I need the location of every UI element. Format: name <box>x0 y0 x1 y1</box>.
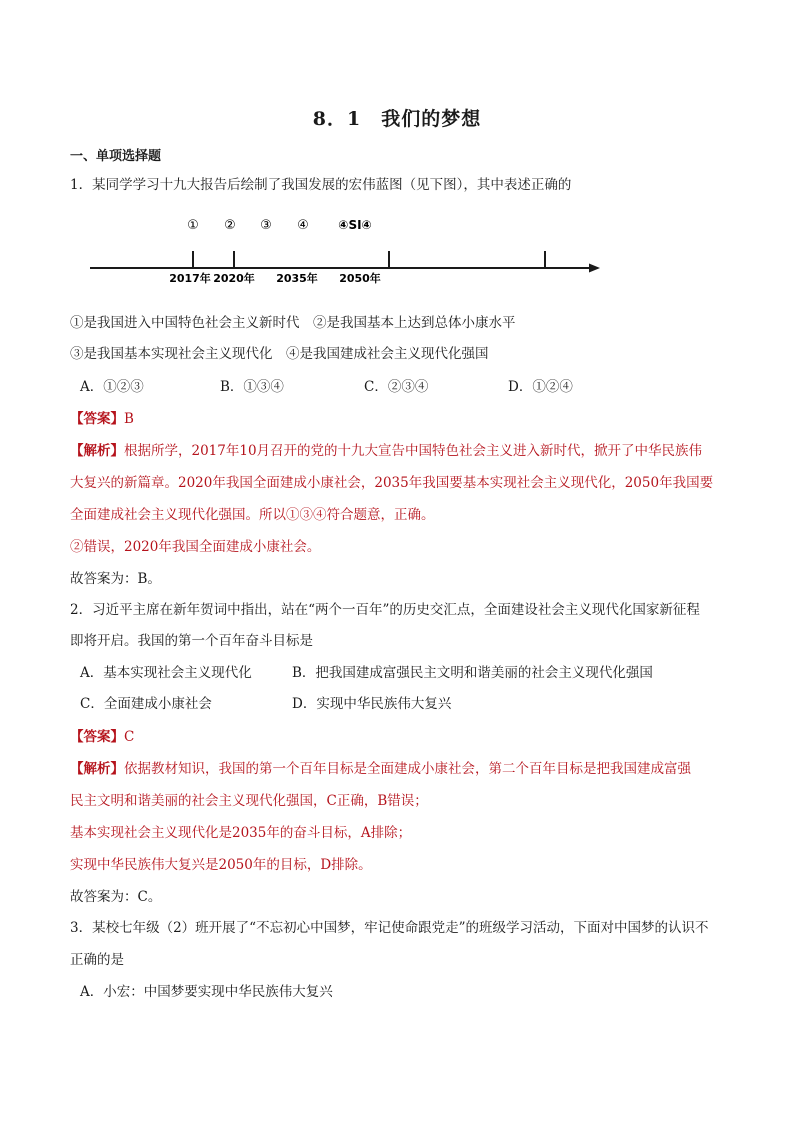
q1-option-a[interactable]: A．①②③ <box>80 379 144 395</box>
q1-statement-2: ③是我国基本实现社会主义现代化 ④是我国建成社会主义现代化强国 <box>70 346 489 362</box>
q1-conclusion: 故答案为：B。 <box>70 571 161 587</box>
q3-stem-line-1: 3．某校七年级（2）班开展了“不忘初心中国梦，牢记使命跟党走”的班级学习活动，下面对中国梦的认识不 <box>70 920 709 936</box>
q2-analysis-line-3: 基本实现社会主义现代化是2035年的奋斗目标，A排除； <box>70 825 412 841</box>
analysis-text: 根据所学，2017年10月召开的党的十九大宣告中国特色社会主义进入新时代，掀开了中华民族伟 <box>124 443 703 459</box>
answer-value: B <box>124 411 134 427</box>
answer-label: 【答案】 <box>70 729 124 745</box>
analysis-label: 【解析】 <box>70 761 124 777</box>
q2-option-b[interactable]: B．把我国建成富强民主文明和谐美丽的社会主义现代化强国 <box>292 665 653 681</box>
q1-analysis-line-3: 全面建成社会主义现代化强国。所以①③④符合题意，正确。 <box>70 507 435 523</box>
q2-stem-line-1: 2．习近平主席在新年贺词中指出，站在“两个一百年”的历史交汇点，全面建设社会主义现代化国家新征程 <box>70 602 700 618</box>
q2-stem-line-2: 即将开启。我国的第一个百年奋斗目标是 <box>70 633 313 649</box>
timeline-marker-4: ④ <box>297 218 309 233</box>
q2-analysis-line-2: 民主文明和谐美丽的社会主义现代化强国，C正确，B错误； <box>70 793 428 809</box>
analysis-label: 【解析】 <box>70 443 124 459</box>
analysis-text: 依据教材知识，我国的第一个百年目标是全面建成小康社会，第二个百年目标是把我国建成富强 <box>124 761 691 777</box>
timeline-diagram <box>85 208 615 288</box>
timeline-year-2050: 2050年 <box>339 272 381 285</box>
timeline-marker-5: ④SI④ <box>338 218 372 232</box>
q1-answer <box>70 409 134 429</box>
timeline-arrow-icon <box>589 264 600 273</box>
q2-option-d[interactable]: D．实现中华民族伟大复兴 <box>292 696 452 712</box>
timeline-year-2020: 2020年 <box>213 272 255 285</box>
q1-analysis-line-4: ②错误，2020年我国全面建成小康社会。 <box>70 539 321 555</box>
q1-analysis-line-1 <box>70 441 702 461</box>
q3-stem-line-2: 正确的是 <box>70 952 124 968</box>
q2-option-c[interactable]: C．全面建成小康社会 <box>80 696 212 712</box>
q1-analysis-line-2: 大复兴的新篇章。2020年我国全面建成小康社会，2035年我国要基本实现社会主义现代化，2050年我国要 <box>70 475 714 491</box>
section-heading: 一、单项选择题 <box>70 149 162 164</box>
q3-option-a[interactable]: A．小宏：中国梦要实现中华民族伟大复兴 <box>80 984 333 1000</box>
timeline-marker-2: ② <box>224 218 236 233</box>
q2-analysis-line-4: 实现中华民族伟大复兴是2050年的目标，D排除。 <box>70 857 372 873</box>
q2-option-a[interactable]: A．基本实现社会主义现代化 <box>80 665 252 681</box>
q1-statement-1: ①是我国进入中国特色社会主义新时代 ②是我国基本上达到总体小康水平 <box>70 315 516 331</box>
q1-option-b[interactable]: B．①③④ <box>220 379 284 395</box>
timeline-year-2035: 2035年 <box>276 272 318 285</box>
timeline-marker-3: ③ <box>260 218 272 233</box>
timeline-marker-1: ① <box>187 218 199 233</box>
answer-label: 【答案】 <box>70 411 124 427</box>
q1-stem: 1．某同学学习十九大报告后绘制了我国发展的宏伟蓝图（见下图），其中表述正确的 <box>70 177 572 193</box>
q2-answer <box>70 727 134 747</box>
timeline-year-2017: 2017年 <box>169 272 211 285</box>
q2-analysis-line-1 <box>70 759 691 779</box>
q1-option-d[interactable]: D．①②④ <box>508 379 573 395</box>
q1-option-c[interactable]: C．②③④ <box>364 379 429 395</box>
answer-value: C <box>124 729 135 745</box>
page-title: 8．1 我们的梦想 <box>312 108 482 130</box>
q2-conclusion: 故答案为：C。 <box>70 889 162 905</box>
